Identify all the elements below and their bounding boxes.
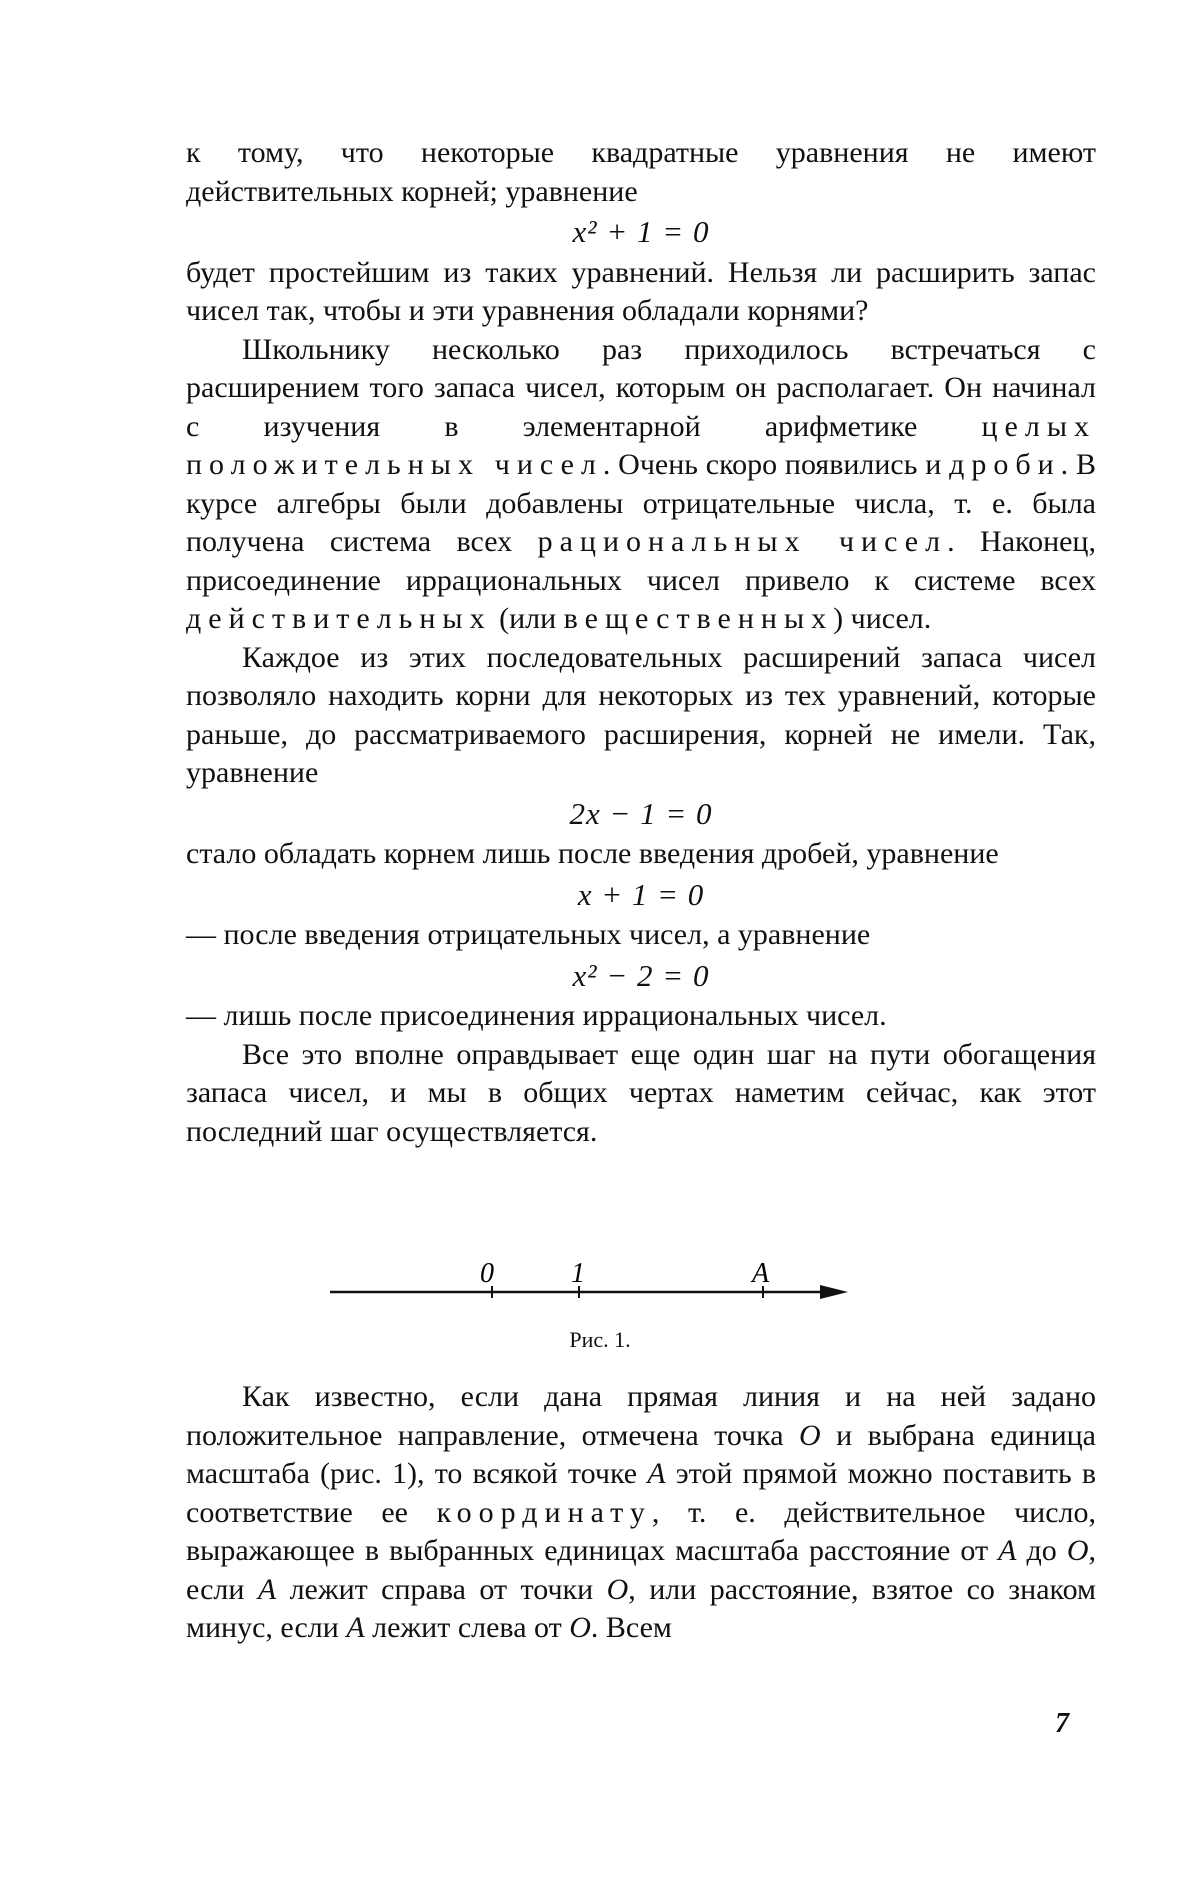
axis-arrow	[820, 1285, 848, 1299]
paragraph-7: — лишь после присоединения иррациональных чисел.	[186, 999, 887, 1032]
paragraph-4: Каждое из этих последовательных расширений запаса чисел позволяло находить корни для некоторых из тех уравнений, которые раньше, до рассматриваемого расширения, корней не имели. Так, уравнение	[186, 640, 1096, 789]
text-block-lower	[186, 1378, 1096, 1648]
spaced-term: дроби	[949, 448, 1061, 481]
paragraph-5: стало обладать корнем лишь после введения дробей, уравнение	[186, 837, 999, 870]
paragraph-9: Как известно, если дана прямая линия и на ней задано положительное направление, отмечена точка O и выбрана единица масштаба (рис. 1), то всякой точке A этой прямой можно поставить в соответствие ее координату, т. е. действительное число, выражающее в выбранных единицах масштаба расстояние от A до O, если A лежит справа от точки O, или расстояние, взятое со знаком минус, если A лежит слева от O. Всем	[186, 1380, 1097, 1644]
number-line-diagram	[320, 1258, 960, 1328]
label-unit: 1	[571, 1258, 585, 1289]
paragraph-2: будет простейшим из таких уравнений. Нельзя ли расширить запас чисел так, чтобы и эти уравнения обладали корнями?	[186, 255, 1096, 327]
spaced-term: целых положительных чисел	[186, 409, 1096, 481]
paragraph-1: к тому, что некоторые квадратные уравнения не имеют действительных корней; уравнение	[186, 136, 1096, 208]
equation-x2-minus-2: x² − 2 = 0	[572, 957, 710, 993]
figure-number-line	[320, 1258, 960, 1328]
paragraph-6: — после введения отрицательных чисел, а уравнение	[186, 918, 871, 951]
figure-caption: Рис. 1.	[569, 1327, 631, 1352]
paragraph-8: Все это вполне оправдывает еще один шаг на пути обогащения запаса чисел, и мы в общих чертах наметим сейчас, как этот последний шаг осуществляется.	[186, 1037, 1096, 1148]
paragraph-3: Школьнику несколько раз приходилось встречаться с расширением того запаса чисел, которым он располагает. Он начинал с изучения в элементарной арифметике целых положительных чисел. Очень скоро появились и дроби. В курсе алгебры были добавлены отрицательные числа, т. е. была получена система всех рациональных чисел. Наконец, присоединение иррациональных чисел привело к системе всех действительных (или вещественных) чисел.	[186, 332, 1096, 635]
equation-x2-plus-1: x² + 1 = 0	[572, 214, 710, 249]
label-point-a: A	[752, 1258, 770, 1289]
label-origin: 0	[480, 1258, 494, 1289]
equation-2x-minus-1: 2x − 1 = 0	[569, 795, 713, 831]
spaced-term: координату	[436, 1495, 652, 1529]
equation-x-plus-1: x + 1 = 0	[577, 876, 705, 912]
spaced-term: вещественных	[563, 602, 834, 635]
spaced-term: действительных	[186, 602, 492, 635]
page-number: 7	[1055, 1708, 1069, 1739]
spaced-term: рациональных чисел	[537, 525, 948, 558]
text-block-upper	[186, 134, 1096, 1151]
